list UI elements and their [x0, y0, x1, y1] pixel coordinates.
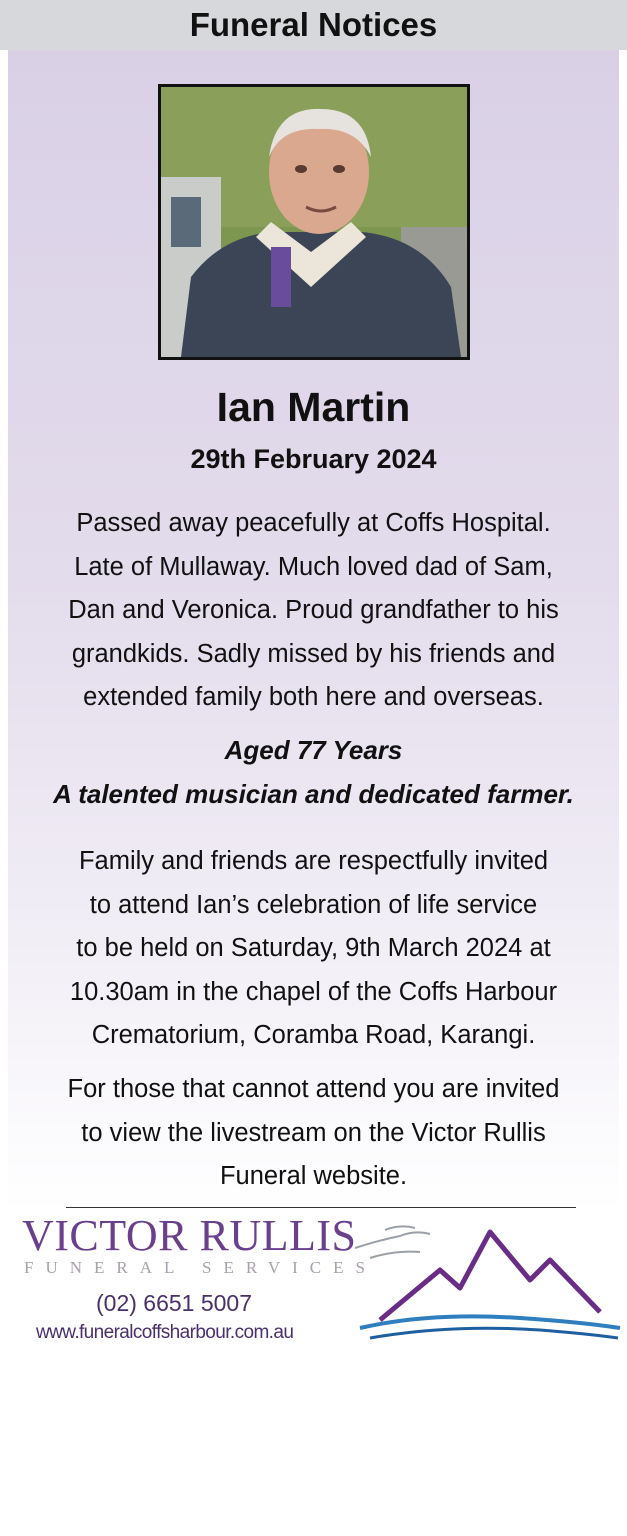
- text-line: For those that cannot attend you are invited: [67, 1075, 560, 1103]
- brand-subtitle: FUNERAL SERVICES: [24, 1258, 377, 1277]
- text-line: Dan and Veronica. Proud grandfather to his: [68, 596, 559, 624]
- text-line: to view the livestream on the Victor Rullis: [81, 1118, 546, 1147]
- text-line: to be held on Saturday, 9th March 2024 at: [76, 934, 551, 962]
- age-line: Aged 77 Years: [224, 735, 403, 765]
- portrait-photo: [158, 84, 470, 360]
- text-line: 10.30am in the chapel of the Coffs Harbour: [69, 977, 558, 1006]
- text-line: Funeral website.: [219, 1162, 408, 1190]
- service-paragraph: [8, 840, 619, 1058]
- header-title: Funeral Notices: [189, 6, 438, 43]
- portrait-image: [161, 87, 467, 357]
- text-line: Passed away peacefully at Coffs Hospital.: [76, 509, 551, 537]
- brand-logo: [22, 1210, 356, 1261]
- text-line: to attend Ian’s celebration of life service: [89, 890, 538, 919]
- brand-name: VICTOR RULLIS: [22, 1211, 357, 1260]
- date-of-death: 29th February 2024: [190, 444, 437, 474]
- text-line: extended family both here and overseas.: [83, 683, 544, 711]
- obituary-paragraph: [8, 502, 619, 720]
- page-header: [0, 0, 627, 50]
- text-line: Family and friends are respectfully invited: [78, 847, 549, 875]
- tagline: A talented musician and dedicated farmer.: [53, 779, 574, 809]
- website-link: www.funeralcoffsharbour.com.au: [36, 1322, 294, 1343]
- deceased-name: Ian Martin: [216, 384, 411, 430]
- livestream-paragraph: [8, 1068, 619, 1199]
- text-line: Crematorium, Coramba Road, Karangi.: [91, 1021, 536, 1049]
- text-line: Late of Mullaway. Much loved dad of Sam,: [74, 552, 553, 581]
- phone-number: (02) 6651 5007: [96, 1290, 253, 1316]
- text-line: grandkids. Sadly missed by his friends and: [71, 639, 556, 668]
